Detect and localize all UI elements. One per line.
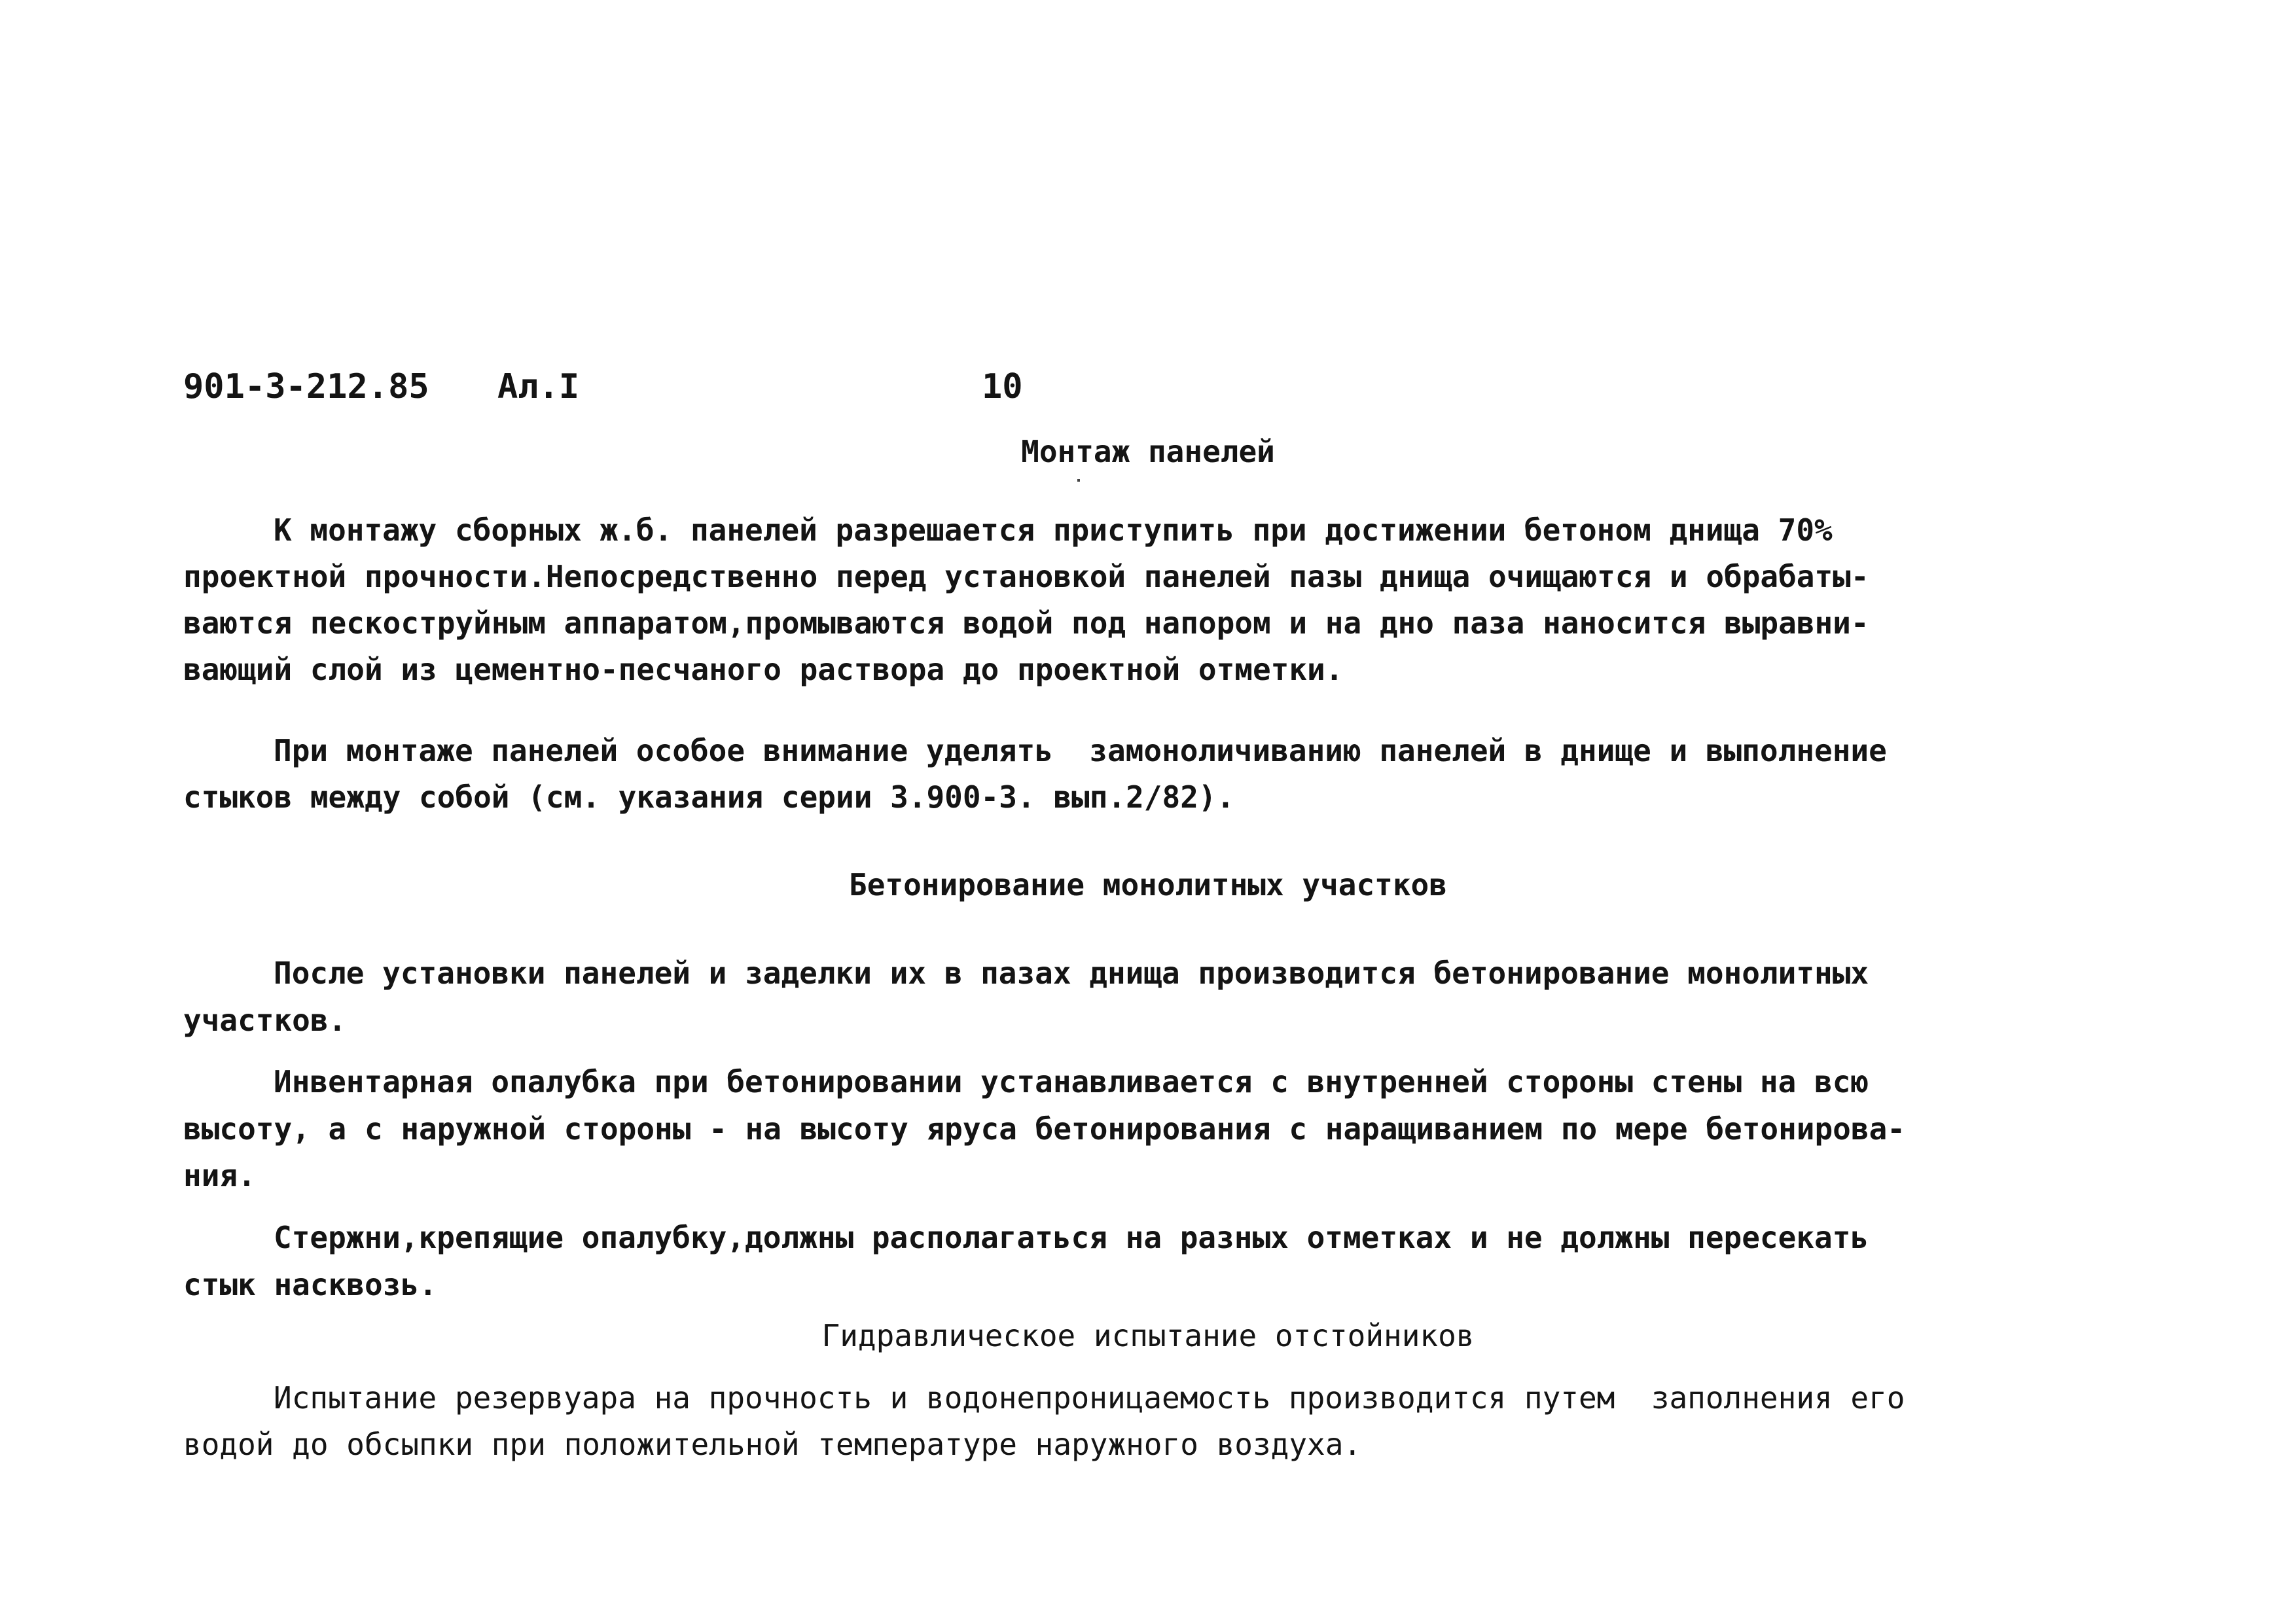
sheet-label: Ал.I [497, 367, 580, 406]
paragraph-line: Испытание резервуара на прочность и водонепроницаемость производится путем заполнения его [274, 1380, 1905, 1416]
paragraph-line: Инвентарная опалубка при бетонировании устанавливается с внутренней стороны стены на всю [274, 1064, 1869, 1099]
page-number: 10 [982, 367, 1023, 406]
paragraph-line: К монтажу сборных ж.б. панелей разрешается приступить при достижении бетоном днища 70% [274, 512, 1833, 548]
paragraph-line: ния. [183, 1158, 256, 1193]
paragraph-line: Стержни,крепящие опалубку,должны располагаться на разных отметках и не должны пересекать [274, 1220, 1869, 1255]
paragraph-line: участков. [183, 1003, 347, 1038]
paragraph-line: стык насквозь. [183, 1267, 437, 1302]
paragraph-line: высоту, а с наружной стороны - на высоту яруса бетонирования с наращиванием по мере бетонирова- [183, 1111, 1905, 1147]
paragraph-line: проектной прочности.Непосредственно перед установкой панелей пазы днища очищаются и обрабаты- [183, 559, 1869, 594]
paragraph-line: При монтаже панелей особое внимание уделять замоноличиванию панелей в днище и выполнение [274, 733, 1887, 768]
doc-code: 901-3-212.85 [183, 367, 429, 406]
paragraph-line: После установки панелей и заделки их в пазах днища производится бетонирование монолитных [274, 955, 1869, 991]
paragraph-line: стыков между собой (см. указания серии 3.900-3. вып.2/82). [183, 779, 1235, 815]
paragraph-line: водой до обсыпки при положительной температуре наружного воздуха. [183, 1427, 1362, 1462]
section-title-mounting: Монтаж панелей [1021, 434, 1275, 469]
paragraph-line: вающий слой из цементно-песчаного раствора до проектной отметки. [183, 652, 1344, 687]
section-title-hydro-test: Гидравлическое испытание отстойников [821, 1318, 1475, 1353]
paragraph-line: ваются пескоструйным аппаратом,промываются водой под напором и на дно паза наносится выравни- [183, 605, 1869, 641]
scan-speck [1077, 479, 1080, 482]
section-title-concreting: Бетонирование монолитных участков [849, 867, 1447, 902]
